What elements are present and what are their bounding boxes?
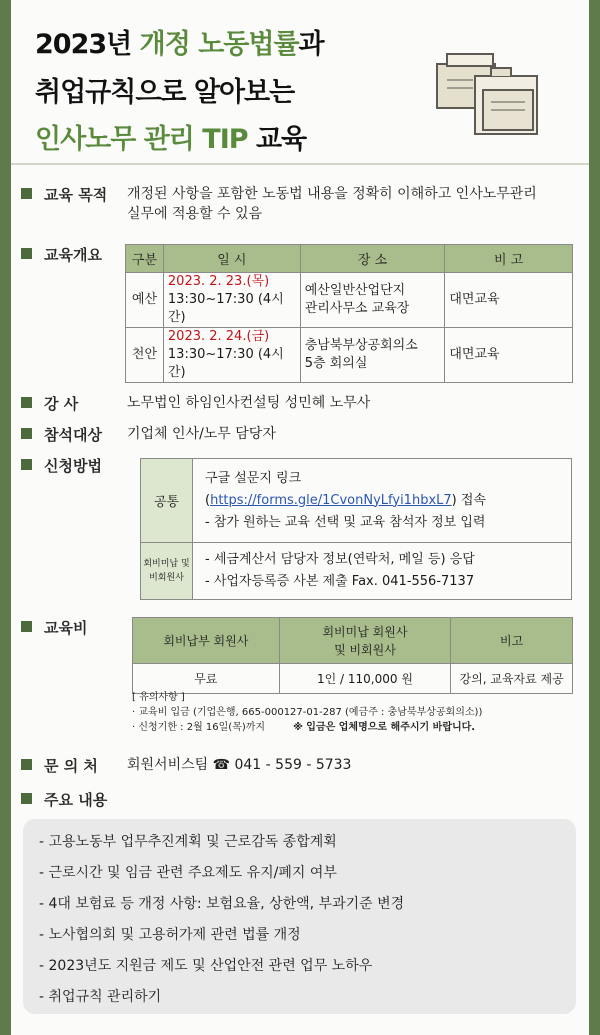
label-text: 신청방법 — [44, 457, 102, 475]
table-header-cell: 비 고 — [445, 245, 573, 273]
label-line: 회비미납 및 — [143, 559, 190, 569]
audience-text: 기업체 인사/노무 담당자 — [127, 426, 276, 442]
header-line: 및 비회원사 — [334, 642, 396, 657]
title-line-3 — [35, 117, 306, 156]
title-highlight: 개정 노동법률 — [139, 29, 299, 60]
table-header-cell: 일 시 — [163, 245, 300, 273]
lecturer-text: 노무법인 하임인사컨설팅 성민혜 노무사 — [127, 395, 371, 411]
note-cell: 대면교육 — [445, 328, 573, 383]
time-text: 13:30~17:30 (4시간) — [167, 292, 284, 325]
title-text: 교육 — [247, 124, 307, 155]
apply-line: - 참가 원하는 교육 선택 및 교육 참석자 정보 입력 — [205, 514, 486, 530]
contents-box — [23, 819, 576, 1014]
survey-link[interactable]: https://forms.gle/1CvonNyLfyi1hbxL7 — [210, 492, 452, 508]
list-item: - 2023년도 지원금 제도 및 산업안전 관련 업무 노하우 — [39, 958, 373, 974]
place-cell — [300, 328, 445, 383]
table-header-cell: 장 소 — [300, 245, 445, 273]
table-header-cell: 구분 — [126, 245, 164, 273]
datetime-cell — [163, 328, 300, 383]
bullet-square-icon — [21, 621, 32, 632]
title-line-1 — [35, 22, 324, 61]
left-decor-bar — [0, 0, 11, 1035]
contact-text: 회원서비스팀 ☎ 041 - 559 - 5733 — [127, 757, 352, 773]
table-header-cell — [279, 618, 451, 664]
label-text: 문 의 처 — [44, 757, 98, 775]
table-row — [126, 273, 573, 328]
section-label-purpose — [21, 184, 107, 205]
table-header-cell: 회비납부 회원사 — [133, 618, 280, 664]
section-label-audience — [21, 424, 102, 445]
apply-link-line — [205, 490, 561, 512]
place-text: 5층 회의실 — [304, 356, 368, 371]
datetime-cell — [163, 273, 300, 328]
section-label-apply — [21, 455, 102, 476]
table-header-row — [133, 618, 573, 664]
purpose-line-1: 개정된 사항을 포함한 노동법 내용을 정확히 이해하고 인사노무관리 — [127, 186, 537, 202]
section-label-contact — [21, 755, 98, 776]
title-text: 2023년 — [35, 29, 140, 60]
bullet-square-icon — [21, 793, 32, 804]
region-cell: 예산 — [126, 273, 164, 328]
paren-text: ) 접속 — [451, 492, 486, 508]
title-text: 과 — [298, 29, 324, 60]
place-text: 예산일반산업단지 — [304, 283, 406, 298]
apply-table — [140, 458, 572, 600]
label-text: 교육비 — [44, 619, 88, 637]
table-header-row — [126, 245, 573, 273]
list-item: - 4대 보험료 등 개정 사항: 보험요율, 상한액, 부과기준 변경 — [39, 896, 405, 912]
section-label-overview — [21, 244, 102, 265]
list-item: - 노사협의회 및 고용허가제 관련 법률 개정 — [39, 927, 301, 943]
label-text: 교육 목적 — [44, 186, 108, 204]
notes-warning: ※ 입금은 업체명으로 해주시기 바랍니다. — [293, 722, 476, 733]
apply-line: 구글 설문지 링크 — [205, 470, 302, 486]
date-text: 2023. 2. 23.(목) — [167, 274, 270, 289]
place-text: 관리사무소 교육장 — [304, 301, 410, 316]
header-line: 회비미납 회원사 — [322, 624, 408, 639]
notes-line — [132, 720, 482, 735]
table-header-cell: 비고 — [451, 618, 573, 664]
label-text: 교육개요 — [44, 246, 102, 264]
table-row — [126, 328, 573, 383]
list-item: - 고용노동부 업무추진계획 및 근로감독 종합계획 — [39, 834, 337, 850]
bullet-square-icon — [21, 428, 32, 439]
apply-nonmember-label — [141, 543, 193, 600]
place-text: 충남북부상공회의소 — [304, 338, 418, 353]
fee-cell: 강의, 교육자료 제공 — [451, 664, 573, 694]
apply-common-body — [193, 459, 572, 543]
bullet-square-icon — [21, 759, 32, 770]
date-text: 2023. 2. 24.(금) — [167, 329, 270, 344]
bullet-square-icon — [21, 397, 32, 408]
apply-line: - 세금계산서 담당자 정보(연락처, 메일 등) 응답 — [205, 552, 475, 567]
title-highlight: 인사노무 관리 TIP — [35, 124, 248, 155]
notes-deadline: · 신청기한 : 2월 16일(목)까지 — [132, 722, 266, 733]
fee-notes — [132, 690, 482, 735]
label-text: 주요 내용 — [44, 791, 108, 809]
label-text: 강 사 — [44, 395, 79, 413]
apply-common-label: 공통 — [141, 459, 193, 543]
table-row — [141, 543, 572, 600]
table-row — [133, 664, 573, 694]
overview-table — [125, 244, 573, 383]
flyer-page — [11, 0, 589, 1035]
place-cell — [300, 273, 445, 328]
bullet-square-icon — [21, 248, 32, 259]
title-line-2: 취업규칙으로 알아보는 — [35, 77, 295, 108]
apply-line: - 사업자등록증 사본 제출 Fax. 041-556-7137 — [205, 574, 475, 589]
bullet-square-icon — [21, 188, 32, 199]
bullet-square-icon — [21, 459, 32, 470]
folder-documents-icon — [433, 46, 543, 142]
notes-line: · 교육비 입금 (기업은행, 665-000127-01-287 (예금주 : 충남북부상공회의소)) — [132, 707, 483, 718]
time-text: 13:30~17:30 (4시간) — [167, 347, 284, 380]
fee-table — [132, 617, 573, 694]
apply-nonmember-body — [193, 543, 572, 600]
section-label-fee — [21, 617, 87, 638]
paren-text: ( — [205, 492, 211, 508]
fee-cell: 1인 / 110,000 원 — [279, 664, 451, 694]
list-item: - 근로시간 및 임금 관련 주요제도 유지/폐지 여부 — [39, 865, 337, 881]
purpose-text — [127, 184, 537, 224]
list-item: - 취업규칙 관리하기 — [39, 989, 162, 1005]
header-divider — [11, 163, 589, 165]
header — [11, 0, 589, 160]
table-row — [141, 459, 572, 543]
section-label-contents — [21, 789, 107, 810]
fee-cell: 무료 — [133, 664, 280, 694]
purpose-line-2: 실무에 적용할 수 있음 — [127, 206, 263, 222]
right-decor-bar — [589, 0, 600, 1035]
notes-title: [ 유의사항 ] — [132, 692, 185, 703]
region-cell: 천안 — [126, 328, 164, 383]
label-line: 비회원사 — [149, 573, 184, 583]
label-text: 참석대상 — [44, 426, 102, 444]
note-cell: 대면교육 — [445, 273, 573, 328]
section-label-lecturer — [21, 393, 78, 414]
